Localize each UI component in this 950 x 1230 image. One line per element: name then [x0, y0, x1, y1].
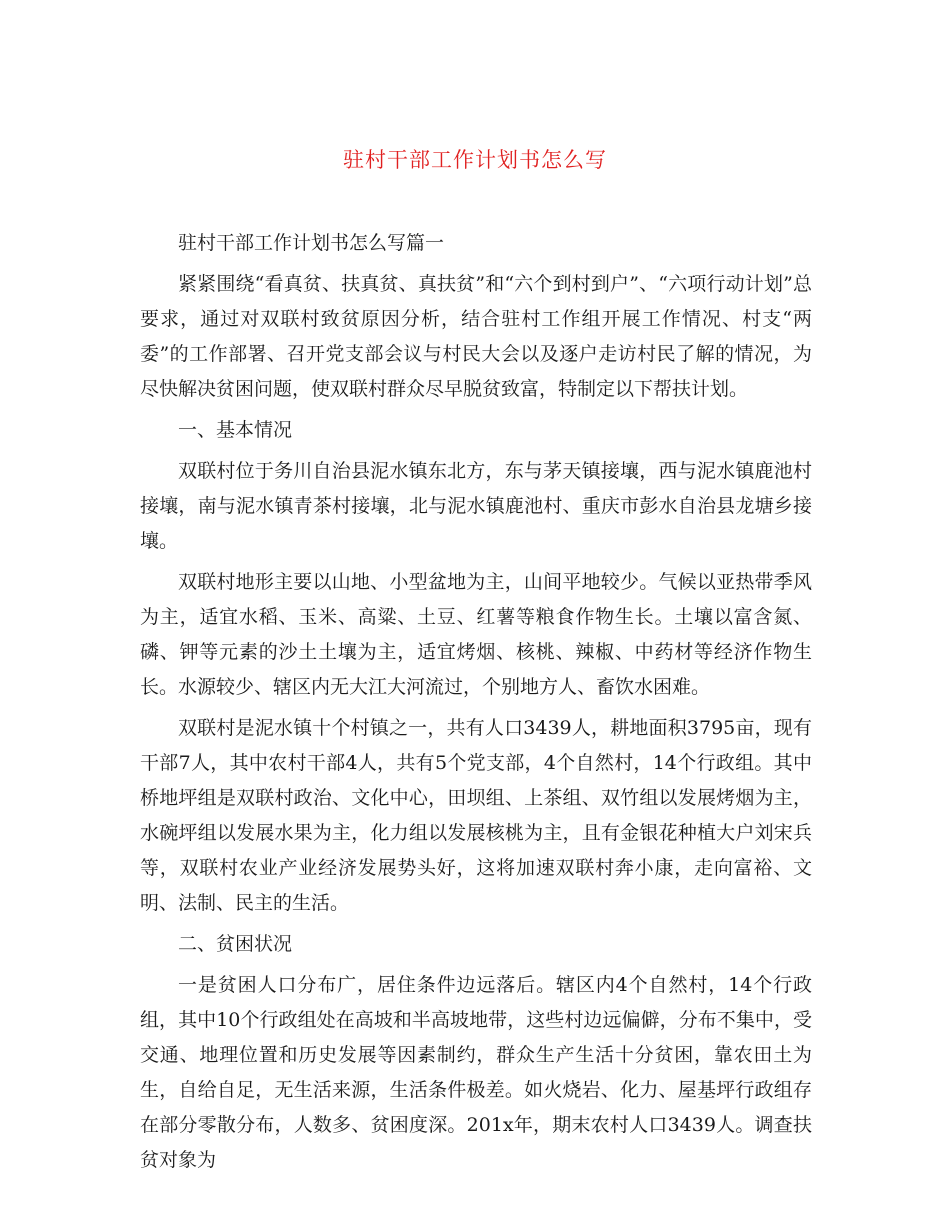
document-title: 驻村干部工作计划书怎么写	[343, 148, 607, 172]
paragraph-location: 双联村位于务川自治县泥水镇东北方，东与茅天镇接壤，西与泥水镇鹿池村接壤，南与泥水镇青茶村接壤，北与泥水镇鹿池村、重庆市彭水自治县龙塘乡接壤。	[140, 460, 812, 552]
paragraph-population: 双联村是泥水镇十个村镇之一，共有人口3439人，耕地面积3795亩，现有干部7人，其中农村干部4人，共有5个党支部，4个自然村，14个行政组。其中桥地坪组是双联村政治、文化中心，田坝组、上茶组、双竹组以发展烤烟为主，水碗坪组以发展水果为主，化力组以发展核桃为主，且有金银花种植大户刘宋兵等，双联村农业产业经济发展势头好，这将加速双联村奔小康，走向富裕、文明、法制、民主的生活。	[140, 717, 812, 914]
section-title: 驻村干部工作计划书怎么写篇一	[178, 232, 445, 254]
heading-poverty-status: 二、贫困状况	[178, 933, 293, 955]
paragraph-poverty: 一是贫困人口分布广，居住条件边远落后。辖区内4个自然村，14个行政组，其中10个行政组处在高坡和半高坡地带，这些村边远偏僻，分布不集中，受交通、地理位置和历史发展等因素制约，群众生产生活十分贫困，靠农田土为生，自给自足，无生活来源，生活条件极差。如火烧岩、化力、屋基坪行政组存在部分零散分布，人数多、贫困度深。201x年，期末农村人口3439人。调查扶贫对象为	[140, 974, 812, 1171]
paragraph-terrain: 双联村地形主要以山地、小型盆地为主，山间平地较少。气候以亚热带季风为主，适宜水稻、玉米、高粱、土豆、红薯等粮食作物生长。土壤以富含氮、磷、钾等元素的沙土土壤为主，适宜烤烟、核桃、辣椒、中药材等经济作物生长。水源较少、辖区内无大江大河流过，个别地方人、畜饮水困难。	[140, 571, 812, 698]
intro-paragraph: 紧紧围绕“看真贫、扶真贫、真扶贫”和“六个到村到户”、“六项行动计划”总要求，通过对双联村致贫原因分析，结合驻村工作组开展工作情况、村支“两委”的工作部署、召开党支部会议与村民大会以及逐户走访村民了解的情况，为尽快解决贫困问题，使双联村群众尽早脱贫致富，特制定以下帮扶计划。	[140, 273, 812, 400]
heading-basic-situation: 一、基本情况	[178, 419, 293, 441]
document-body	[140, 226, 812, 1184]
